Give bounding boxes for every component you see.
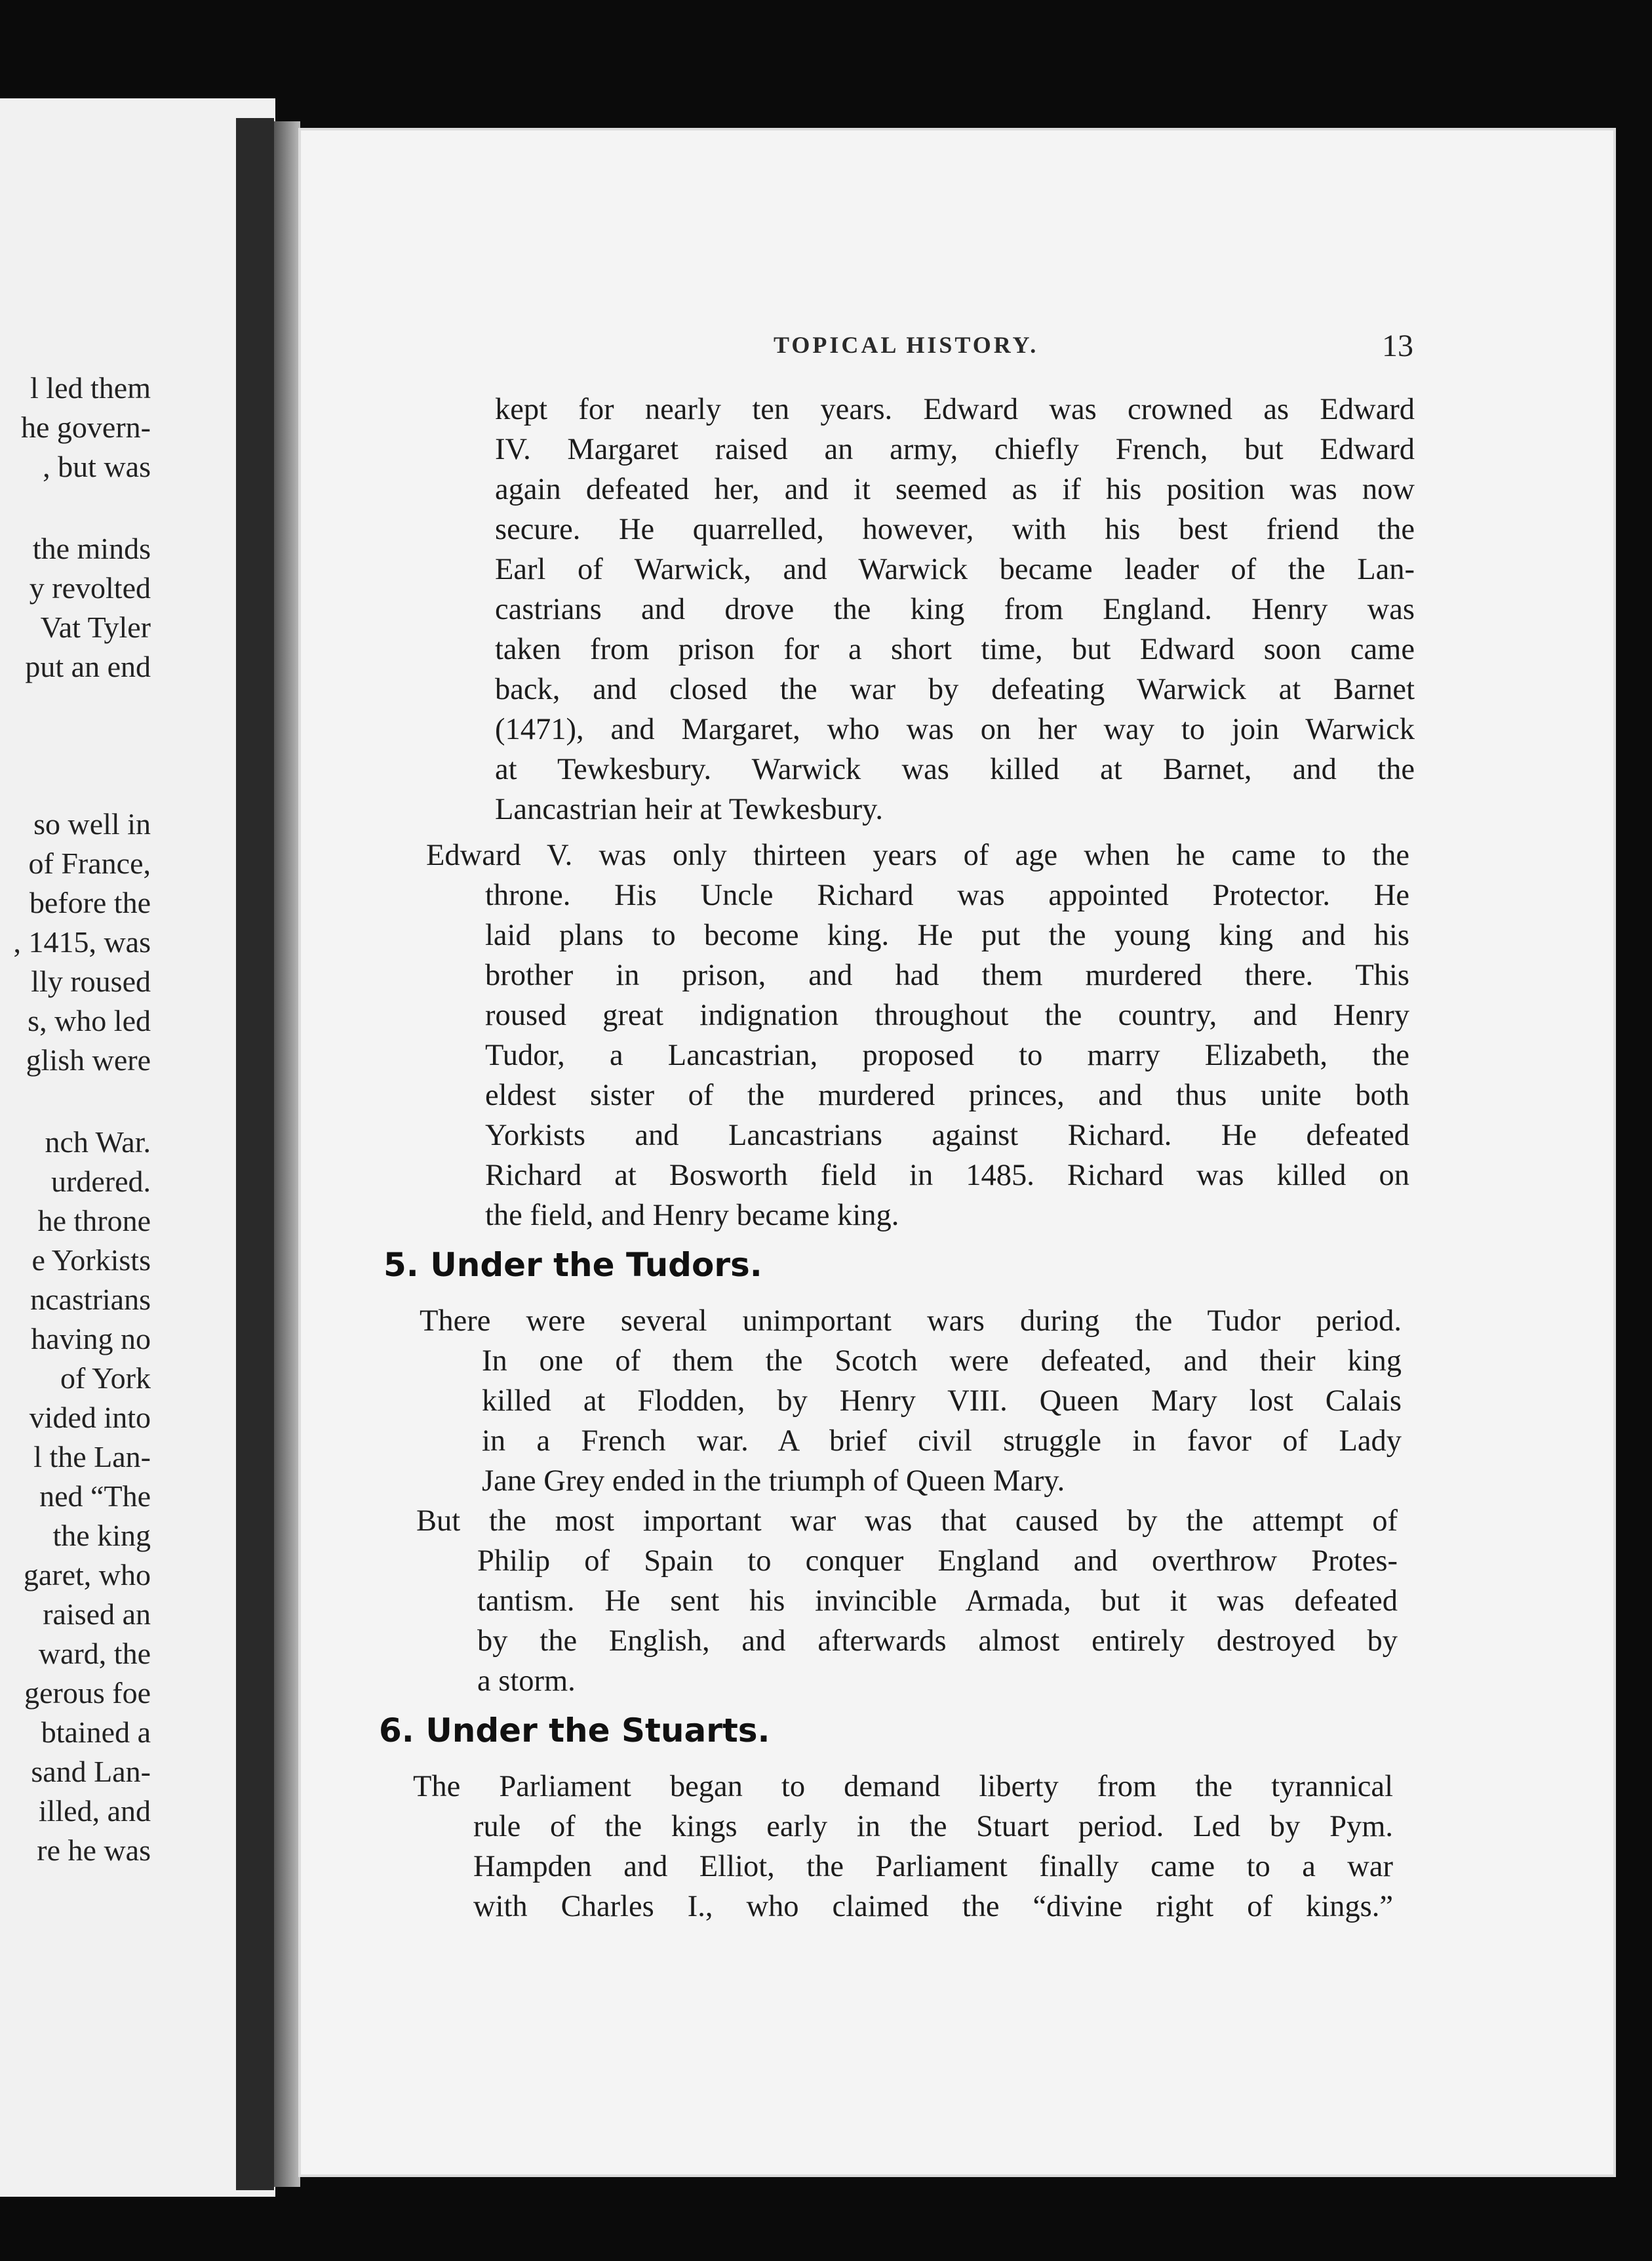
text-line: There were several unimportant wars during the Tudor period.: [420, 1304, 1402, 1338]
text-line: taken from prison for a short time, but Edward soon came: [495, 633, 1415, 666]
left-page-text-fragment: nch War.: [45, 1125, 151, 1159]
text-line: Richard at Bosworth field in 1485. Richard was killed on: [485, 1159, 1409, 1192]
left-page-text-fragment: the king: [52, 1519, 151, 1552]
left-page-text-fragment: ward, the: [38, 1637, 151, 1670]
text-line: by the English, and afterwards almost entirely destroyed by: [477, 1624, 1398, 1658]
left-page-text-fragment: l led them: [30, 371, 151, 405]
left-page-text-fragment: raised an: [43, 1597, 151, 1631]
book-gutter: [236, 118, 274, 2190]
text-line: Jane Grey ended in the triumph of Queen Mary.: [482, 1464, 1065, 1498]
left-page-text-fragment: he govern-: [21, 410, 151, 444]
text-line: killed at Flodden, by Henry VIII. Queen Mary lost Calais: [482, 1384, 1402, 1418]
left-page-text-fragment: l the Lan-: [33, 1440, 151, 1473]
left-page-text-fragment: put an end: [25, 650, 151, 683]
text-line: Earl of Warwick, and Warwick became leader of the Lan-: [495, 553, 1415, 586]
running-title: TOPICAL HISTORY.: [774, 332, 1039, 358]
left-page-text-fragment: btained a: [41, 1715, 151, 1749]
left-page-text-fragment: re he was: [37, 1833, 151, 1867]
text-line: Edward V. was only thirteen years of age when he came to the: [426, 839, 1409, 872]
gutter-shadow: [274, 121, 300, 2187]
text-line: Hampden and Elliot, the Parliament finally came to a war: [473, 1850, 1393, 1883]
text-line: (1471), and Margaret, who was on her way to join Warwick: [495, 713, 1415, 746]
text-line: IV. Margaret raised an army, chiefly French, but Edward: [495, 433, 1415, 466]
text-line: In one of them the Scotch were defeated, and their king: [482, 1344, 1402, 1378]
left-page-text-fragment: gerous foe: [24, 1676, 151, 1710]
section-heading-stuarts: 6. Under the Stuarts.: [379, 1711, 770, 1750]
left-page-text-fragment: ncastrians: [30, 1283, 151, 1316]
section-heading-tudors: 5. Under the Tudors.: [384, 1246, 762, 1284]
text-line: castrians and drove the king from England. Henry was: [495, 593, 1415, 626]
left-page-text-fragment: the minds: [32, 532, 151, 565]
text-line: a storm.: [477, 1664, 576, 1698]
left-page-text-fragment: ned “The: [39, 1479, 151, 1513]
text-line: laid plans to become king. He put the young king and his: [485, 919, 1409, 952]
text-line: Yorkists and Lancastrians against Richard. He defeated: [485, 1119, 1409, 1152]
left-page-text-fragment: lly roused: [31, 965, 151, 998]
text-line: Tudor, a Lancastrian, proposed to marry Elizabeth, the: [485, 1039, 1409, 1072]
text-line: at Tewkesbury. Warwick was killed at Barnet, and the: [495, 753, 1415, 786]
left-page-text-fragment: glish were: [26, 1043, 151, 1077]
left-page-text-fragment: having no: [31, 1322, 151, 1355]
text-line: roused great indignation throughout the country, and Henry: [485, 999, 1409, 1032]
left-page-text-fragment: of France,: [28, 847, 151, 880]
text-line: secure. He quarrelled, however, with his best friend the: [495, 513, 1415, 546]
left-page-text-fragment: illed, and: [38, 1794, 151, 1828]
text-line: tantism. He sent his invincible Armada, but it was defeated: [477, 1584, 1398, 1618]
left-page: [0, 98, 275, 2197]
left-page-text-fragment: , but was: [43, 450, 151, 483]
left-page-text-fragment: Vat Tyler: [40, 610, 151, 644]
left-page-text-fragment: of York: [60, 1361, 151, 1395]
text-line: throne. His Uncle Richard was appointed Protector. He: [485, 879, 1409, 912]
left-page-text-fragment: so well in: [33, 807, 151, 841]
left-page-text-fragment: urdered.: [51, 1165, 151, 1198]
left-page-text-fragment: , 1415, was: [13, 925, 151, 959]
left-page-text-fragment: vided into: [29, 1401, 151, 1434]
left-page-text-fragment: y revolted: [29, 571, 151, 605]
text-line: eldest sister of the murdered princes, and thus unite both: [485, 1079, 1409, 1112]
text-line: back, and closed the war by defeating Warwick at Barnet: [495, 673, 1415, 706]
text-line: kept for nearly ten years. Edward was crowned as Edward: [495, 393, 1415, 426]
text-line: Philip of Spain to conquer England and overthrow Protes-: [477, 1544, 1398, 1578]
left-page-text-fragment: before the: [29, 886, 151, 919]
text-line: in a French war. A brief civil struggle in favor of Lady: [482, 1424, 1402, 1458]
page-number: 13: [1382, 329, 1413, 363]
text-line: The Parliament began to demand liberty from the tyrannical: [413, 1770, 1393, 1803]
left-page-text-fragment: s, who led: [28, 1004, 151, 1037]
left-page-text-fragment: garet, who: [23, 1558, 151, 1591]
text-line: with Charles I., who claimed the “divine right of kings.”: [473, 1890, 1393, 1923]
left-page-text-fragment: he throne: [37, 1204, 151, 1237]
text-line: rule of the kings early in the Stuart period. Led by Pym.: [473, 1810, 1393, 1843]
text-line: brother in prison, and had them murdered there. This: [485, 959, 1409, 992]
left-page-text-fragment: e Yorkists: [31, 1243, 151, 1277]
text-line: the field, and Henry became king.: [485, 1199, 899, 1232]
text-line: Lancastrian heir at Tewkesbury.: [495, 793, 883, 826]
left-page-text-fragment: sand Lan-: [31, 1755, 151, 1788]
text-line: But the most important war was that caused by the attempt of: [416, 1504, 1398, 1538]
text-line: again defeated her, and it seemed as if his position was now: [495, 473, 1415, 506]
